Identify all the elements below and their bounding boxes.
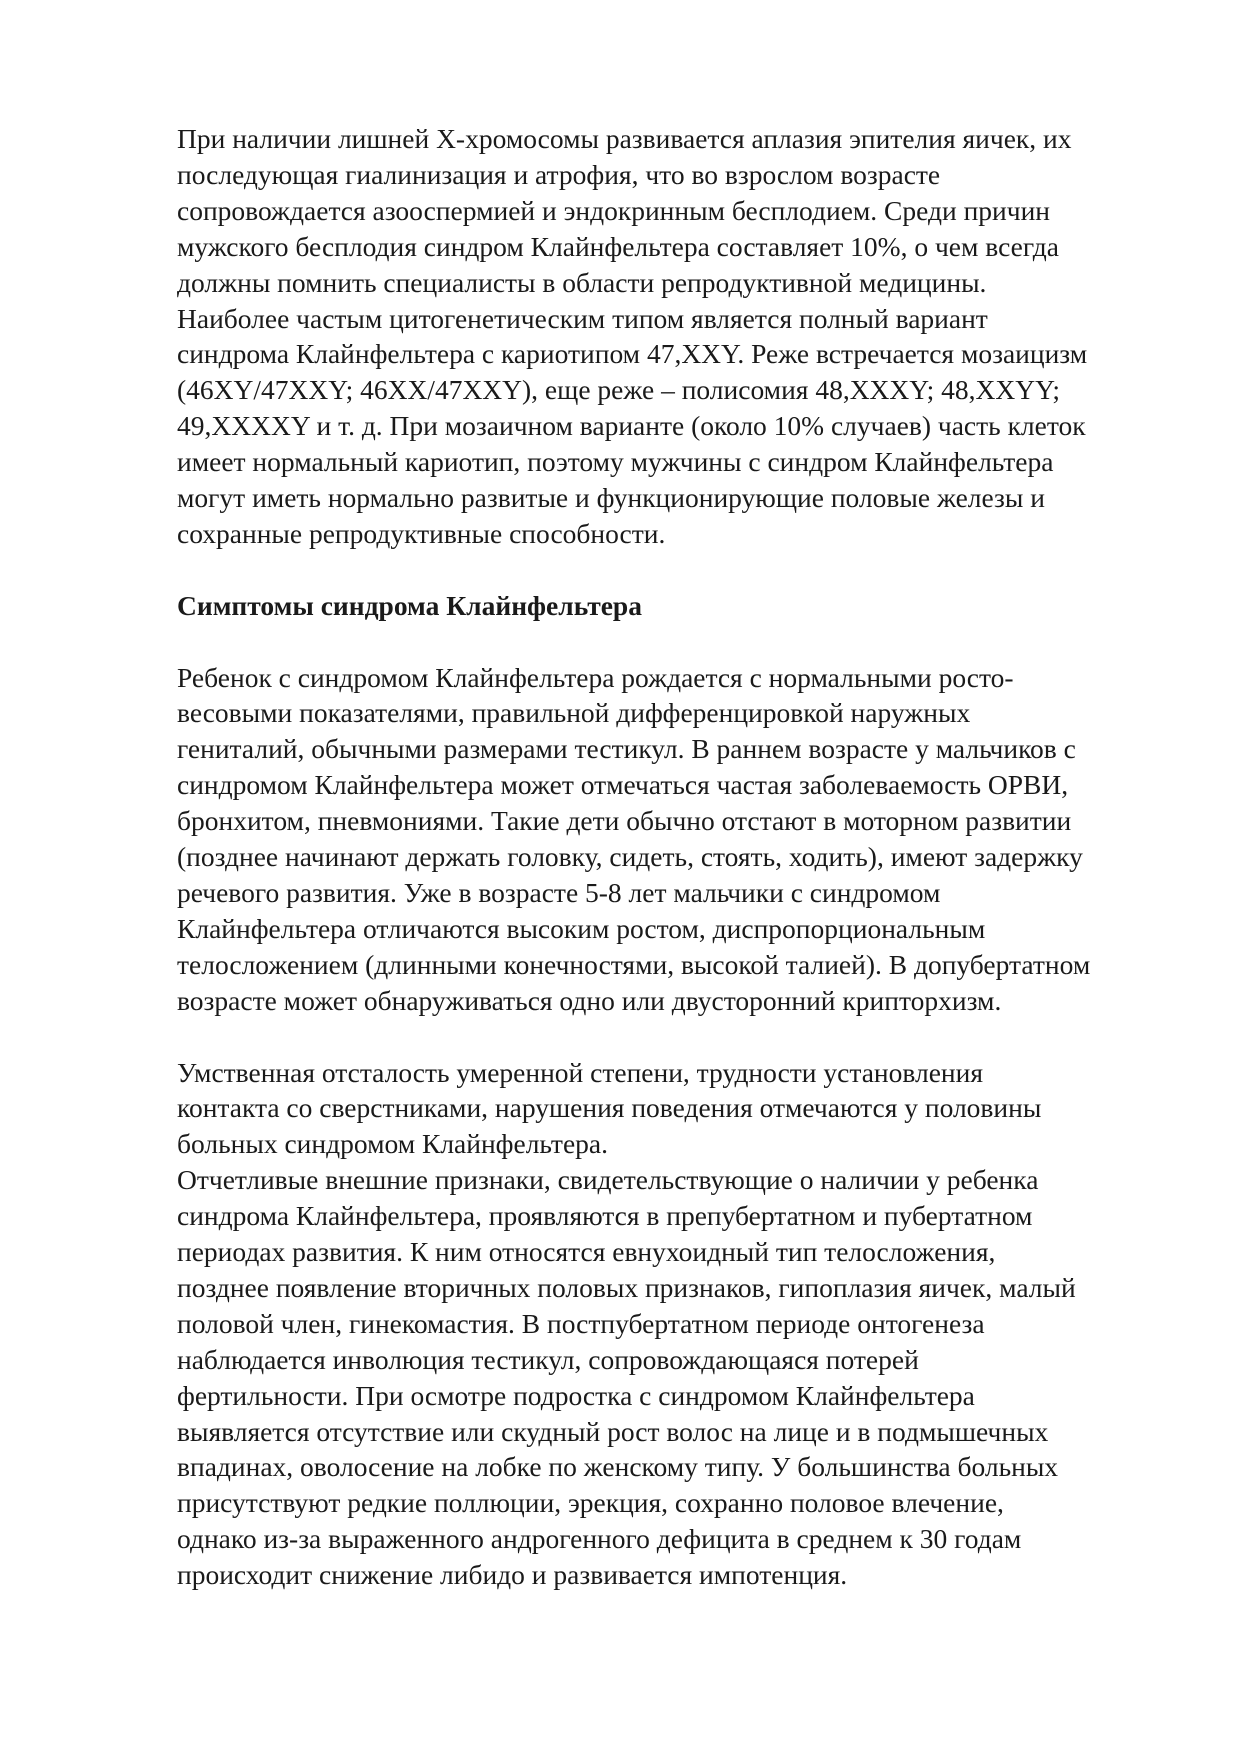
text-line: наблюдается инволюция тестикул, сопровождающаяся потерей bbox=[177, 1343, 919, 1375]
blank-line bbox=[177, 624, 1177, 660]
text-line: сохранные репродуктивные способности. bbox=[177, 517, 666, 549]
text-line: мужского бесплодия синдром Клайнфельтера составляет 10%, о чем всегда bbox=[177, 230, 1059, 262]
text-line: синдромом Клайнфельтера может отмечаться частая заболеваемость ОРВИ, bbox=[177, 769, 1069, 801]
text-line: половой член, гинекомастия. В постпубертатном периоде онтогенеза bbox=[177, 1307, 985, 1339]
document-body bbox=[177, 121, 1177, 1593]
text-line: Отчетливые внешние признаки, свидетельствующие о наличии у ребенка bbox=[177, 1164, 1039, 1196]
text-line: Наиболее частым цитогенетическим типом является полный вариант bbox=[177, 302, 988, 334]
section-heading: Симптомы синдрома Клайнфельтера bbox=[177, 589, 642, 621]
paragraph-1 bbox=[177, 121, 1177, 552]
text-line: При наличии лишней Х-хромосомы развивается аплазия эпителия яичек, их bbox=[177, 123, 1072, 154]
text-line: присутствуют редкие поллюции, эрекция, сохранно половое влечение, bbox=[177, 1487, 1004, 1519]
text-line: фертильности. При осмотре подростка с синдромом Клайнфельтера bbox=[177, 1379, 975, 1411]
text-line: периодах развития. К ним относятся евнухоидный тип телосложения, bbox=[177, 1236, 996, 1268]
text-line: сопровождается азооспермией и эндокринным бесплодием. Среди причин bbox=[177, 194, 1051, 226]
text-line: имеет нормальный кариотип, поэтому мужчины с синдром Клайнфельтера bbox=[177, 446, 1054, 478]
text-line: происходит снижение либидо и развивается импотенция. bbox=[177, 1559, 848, 1591]
text-line: телосложением (длинными конечностями, высокой талией). В допубертатном bbox=[177, 948, 1091, 980]
text-line: Умственная отсталость умеренной степени, трудности установления bbox=[177, 1056, 984, 1088]
text-line: больных синдромом Клайнфельтера. bbox=[177, 1128, 608, 1160]
text-line: последующая гиалинизация и атрофия, что во взрослом возрасте bbox=[177, 158, 941, 190]
text-line: Клайнфельтера отличаются высоким ростом, диспропорциональным bbox=[177, 912, 986, 944]
text-line: (позднее начинают держать головку, сидеть, стоять, ходить), имеют задержку bbox=[177, 841, 1083, 873]
text-line: 49,XXXXY и т. д. При мозаичном варианте (около 10% случаев) часть клеток bbox=[177, 410, 1086, 442]
text-line: должны помнить специалисты в области репродуктивной медицины. bbox=[177, 266, 987, 298]
text-line: впадинах, оволосение на лобке по женскому типу. У большинства больных bbox=[177, 1451, 1059, 1483]
text-line: синдрома Клайнфельтера, проявляются в препубертатном и пубертатном bbox=[177, 1200, 1033, 1232]
text-line: (46XY/47XXY; 46XX/47XXY), еще реже – полисомия 48,XXXY; 48,XXYY; bbox=[177, 374, 1061, 406]
text-line: однако из-за выраженного андрогенного дефицита в среднем к 30 годам bbox=[177, 1523, 1022, 1555]
text-line: позднее появление вторичных половых признаков, гипоплазия яичек, малый bbox=[177, 1271, 1076, 1303]
text-line: речевого развития. Уже в возрасте 5-8 лет мальчики с синдромом bbox=[177, 877, 941, 908]
blank-line bbox=[177, 1019, 1177, 1055]
text-line: выявляется отсутствие или скудный рост волос на лице и в подмышечных bbox=[177, 1415, 1049, 1447]
blank-line bbox=[177, 552, 1177, 588]
text-line: бронхитом, пневмониями. Такие дети обычно отстают в моторном развитии bbox=[177, 805, 1072, 837]
text-line: контакта со сверстниками, нарушения поведения отмечаются у половины bbox=[177, 1092, 1042, 1124]
paragraph-2 bbox=[177, 660, 1177, 1019]
paragraph-3 bbox=[177, 1055, 1177, 1594]
text-line: возрасте может обнаруживаться одно или двусторонний крипторхизм. bbox=[177, 984, 1002, 1016]
text-line: весовыми показателями, правильной дифференцировкой наружных bbox=[177, 697, 971, 729]
text-line: Ребенок с синдромом Клайнфельтера рождается с нормальными росто- bbox=[177, 661, 1014, 693]
text-line: гениталий, обычными размерами тестикул. В раннем возрасте у мальчиков с bbox=[177, 733, 1076, 765]
text-line: синдрома Клайнфельтера с кариотипом 47,XXY. Реже встречается мозаицизм bbox=[177, 338, 1088, 370]
text-line: могут иметь нормально развитые и функционирующие половые железы и bbox=[177, 482, 1045, 514]
